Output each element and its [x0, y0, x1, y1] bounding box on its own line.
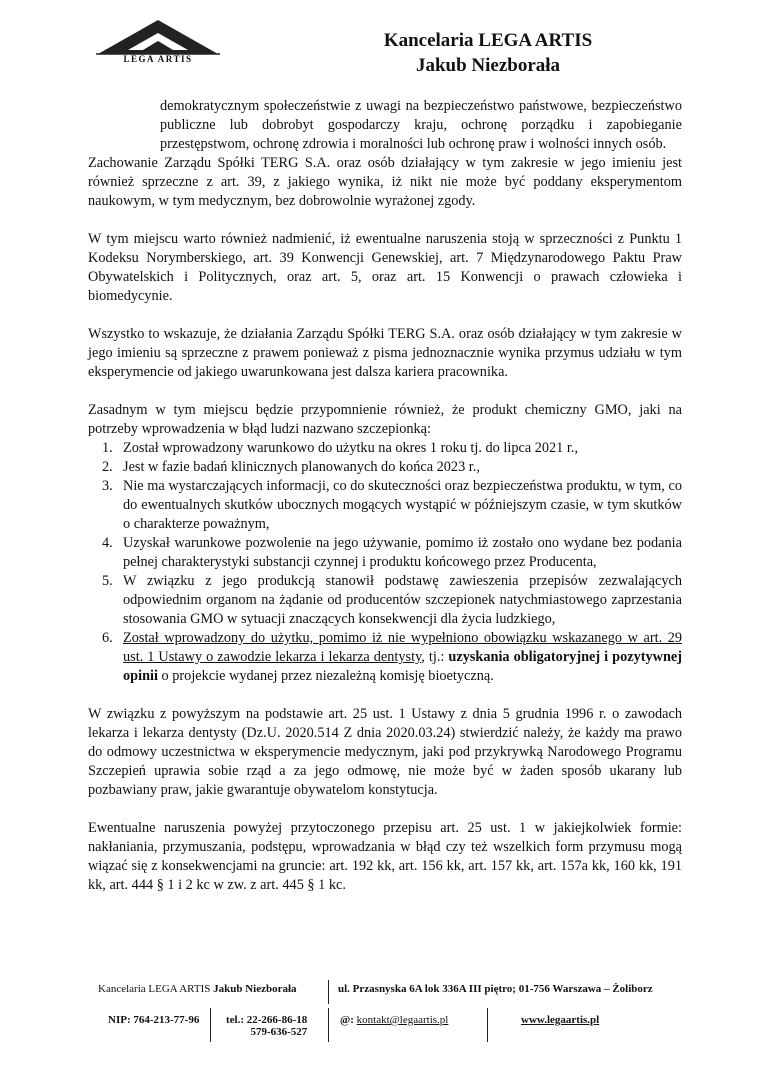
underlined-text: Został wprowadzony do użytku, pomimo iż nie wypełniono obowiązku wskazanego w art. 29 ust. 1 Ustawy o zawodzie lekarza i lekarza dentysty [123, 630, 682, 665]
footer-address: ul. Przasnyska 6A lok 336A III piętro; 01-756 Warszawa – Żoliborz [338, 983, 653, 995]
list-item: 4. Uzyskał warunkowe pozwolenie na jego używanie, pomimo iż zostało ono wydane bez podania pełnej charakterystyki substancji czynnej i produktu końcowego przez Producenta, [102, 535, 682, 570]
list-item: 1. Został wprowadzony warunkowo do użytku na okres 1 roku tj. do lipca 2021 r., [102, 440, 579, 456]
paragraph-2: W tym miejscu warto również nadmienić, iż ewentualne naruszenia stoją w sprzeczności z Punktu 1 Kodeksu Norymberskiego, art. 39 Konwencji Genewskiej, art. 7 Międzynarodowego Paktu Praw Obywatelskich i Politycznych, oraz art. 5, oraz art. 15 Konwencji o prawach człowieka i biomedycynie. [88, 231, 682, 304]
document-body [88, 97, 682, 895]
footer-firm: Kancelaria LEGA ARTIS Jakub Niezborała [98, 983, 297, 995]
website-link[interactable]: www.legaartis.pl [521, 1014, 600, 1026]
paragraph-4: Zasadnym w tym miejscu będzie przypomnienie również, że produkt chemiczny GMO, jaki na potrzeby wprowadzenia w błąd ludzi nazwano szczepionką: [88, 402, 682, 437]
email-link[interactable]: kontakt@legaartis.pl [356, 1014, 449, 1026]
lega-artis-logo [88, 16, 228, 72]
page-footer [0, 980, 768, 1060]
firm-name: Kancelaria LEGA ARTIS [383, 30, 593, 51]
continued-paragraph: demokratycznym społeczeństwie z uwagi na bezpieczeństwo państwowe, bezpieczeństwo publiczne lub dobrobyt gospodarczy kraju, ochronę porządku i zapobieganie przestępstwom, ochronę zdrowia i moralności lub ochronę praw i wolności innych osób. [160, 98, 682, 152]
numbered-list [88, 439, 682, 686]
logo-text: LEGA ARTIS [123, 54, 193, 64]
list-item: 2. Jest w fazie badań klinicznych planowanych do końca 2023 r., [102, 459, 480, 475]
paragraph-6: Ewentualne naruszenia powyżej przytoczonego przepisu art. 25 ust. 1 w jakiejkolwiek formie: nakłaniania, przymuszania, podstępu, wprowadzania w błąd czy też wszelkich form przymusu mogą wiązać się z konsekwencjami na gruncie: art. 192 kk, art. 156 kk, art. 157 kk, art. 157a kk, 160 kk, 191 kk, art. 444 § 1 i 2 kc w zw. z art. 445 § 1 kc. [88, 820, 682, 893]
footer-email: @: kontakt@legaartis.pl [340, 1014, 449, 1026]
firm-header [358, 28, 618, 78]
list-item: 6. Został wprowadzony do użytku, pomimo iż nie wypełniono obowiązku wskazanego w art. 29 ust. 1 Ustawy o zawodzie lekarza i lekarza dentysty, tj.: uzyskania obligatoryjnej i pozytywnej opinii o projekcie wydanej przez niezależną komisję bioetyczną. [102, 630, 683, 684]
footer-phone: tel.: 22-266-86-18 579-636-527 [226, 1014, 308, 1038]
footer-nip: NIP: 764-213-77-96 [108, 1014, 200, 1026]
firm-owner: Jakub Niezborała [415, 55, 561, 76]
bold-text: uzyskania obligatoryjnej i pozytywnej opinii [123, 649, 683, 684]
list-item: 3. Nie ma wystarczających informacji, co do skuteczności oraz bezpieczeństwa produktu, w tym, co do ewentualnych skutków ubocznych mogących wystąpić w późniejszym czasie, w tym skutków o charakterze poważnym, [102, 478, 682, 532]
paragraph-5: W związku z powyższym na podstawie art. 25 ust. 1 Ustawy z dnia 5 grudnia 1996 r. o zawodach lekarza i lekarza dentysty (Dz.U. 2020.514 Z dnia 2020.03.24) stwierdzić należy, że każdy ma prawo do odmowy uczestnictwa w eksperymencie medycznym, jaki pod przykrywką Narodowego Programu Szczepień uprawia sobie rząd a za jego odmowę, nie może być w żaden sposób ukarany lub pozbawiany praw, jakie gwarantuje obywatelom konstytucja. [88, 706, 682, 798]
paragraph-1: Zachowanie Zarządu Spółki TERG S.A. oraz osób działający w tym zakresie w jego imieniu jest również sprzeczne z art. 39, z jakiego wynika, iż nikt nie może być poddany eksperymentom naukowym, w tym medycznym, bez dobrowolnie wyrażonej zgody. [88, 155, 682, 209]
logo-triangle-icon [88, 16, 228, 56]
paragraph-3: Wszystko to wskazuje, że działania Zarządu Spółki TERG S.A. oraz osób działający w tym zakresie w jego imieniu są sprzeczne z prawem ponieważ z pisma jednoznacznie wynika przymus udziału w tym eksperymencie od jakiego uwarunkowana jest dalsza kariera pracownika. [88, 326, 682, 380]
list-item: 5. W związku z jego produkcją stanowił podstawę zawieszenia przepisów zezwalających odpowiednim organom na żądanie od producentów szczepionek natychmiastowego zaprzestania stosowania GMO w sytuacji znaczących konsekwencji dla życia ludzkiego, [102, 573, 682, 627]
